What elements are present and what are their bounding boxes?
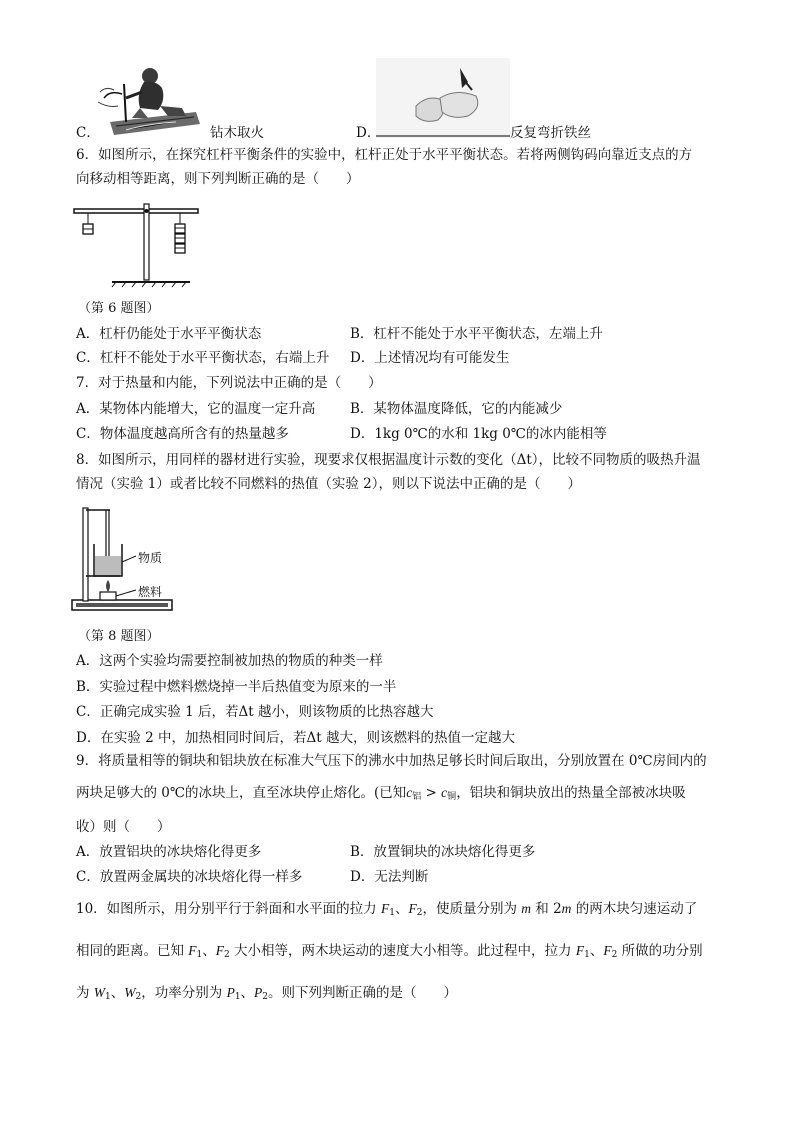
q10-stem-line2: 相同的距离。已知 $F_1$、$F_2$ 大小相等，两木块运动的速度大小相等。此过程中，拉力 $F_1$、$F_2$ 所做的功分别 [76, 943, 703, 960]
q10-stem-line3: 为 $W_1$、$W_2$，功率分别为 $P_1$、$P_2$。则下列判断正确的是（ ） [76, 985, 458, 1002]
q8-option-c: C．正确完成实验 1 后，若Δt 越小，则该物质的比热容越大 [76, 704, 434, 720]
q8-option-b: B．实验过程中燃料燃烧掉一半后热值变为原来的一半 [76, 679, 397, 695]
q8-stem-line1: 8．如图所示，用同样的器材进行实验，现要求仅根据温度计示数的变化（Δt），比较不同物质的吸热升温 [76, 452, 701, 468]
q9-stem-line3: 收）则（ ） [76, 819, 171, 835]
q8-figure-caption: （第 8 题图） [78, 629, 160, 644]
q6-option-b: B．杠杆不能处于水平平衡状态，左端上升 [350, 326, 603, 342]
q7-option-a: A．某物体内能增大，它的温度一定升高 [76, 401, 316, 417]
q6-figure-caption: （第 6 题图） [78, 301, 160, 316]
q8-label-substance: 物质 [138, 551, 163, 565]
q8-label-fuel: 燃料 [138, 585, 163, 599]
q9-option-d: D．无法判断 [350, 869, 429, 885]
q9-option-b: B．放置铜块的冰块熔化得更多 [350, 844, 536, 860]
q7-option-c: C．物体温度越高所含有的热量越多 [76, 426, 289, 442]
q6-option-d: D．上述情况均有可能发生 [350, 350, 510, 366]
q8-option-a: A．这两个实验均需要控制被加热的物质的种类一样 [76, 653, 383, 669]
q9-option-a: A．放置铝块的冰块熔化得更多 [76, 844, 262, 860]
q9-option-c: C．放置两金属块的冰块熔化得一样多 [76, 869, 303, 885]
q5-option-c-text: 钻木取火 [210, 125, 264, 141]
q5-option-d-text: 反复弯折铁丝 [510, 125, 591, 141]
q6-stem-line2: 向移动相等距离，则下列判断正确的是（ ） [76, 171, 360, 187]
log-shape [110, 112, 200, 135]
q5-option-c-label: C． [76, 125, 100, 141]
q7-option-d: D．1kg 0℃的水和 1kg 0℃的冰内能相等 [350, 426, 607, 442]
q10-stem-line1: 10．如图所示，用分别平行于斜面和水平面的拉力 $F_1$、$F_2$，使质量分别为 m 和 2m 的两木块匀速运动了 [76, 901, 698, 918]
q6-option-a: A．杠杆仍能处于水平平衡状态 [76, 326, 262, 342]
heating-apparatus-diagram [70, 500, 180, 618]
q8-stem-line2: 情况（实验 1）或者比较不同燃料的热值（实验 2），则以下说法中正确的是（ ） [76, 476, 582, 492]
drilling-wood-fire-image [96, 62, 208, 142]
bending-wire-image [376, 58, 510, 138]
q6-option-c: C．杠杆不能处于水平平衡状态，右端上升 [76, 350, 330, 366]
q7-option-b: B．某物体温度降低，它的内能减少 [350, 401, 563, 417]
q9-stem-line1: 9．将质量相等的铜块和铝块放在标准大气压下的沸水中加热足够长时间后取出，分别放置在 0℃房间内的 [76, 753, 707, 769]
q8-option-d: D．在实验 2 中，加热相同时间后，若Δt 越大，则该燃料的热值一定越大 [76, 730, 515, 746]
q6-stem-line1: 6．如图所示，在探究杠杆平衡条件的实验中，杠杆正处于水平平衡状态。若将两侧钩码向靠近支点的方 [76, 147, 693, 163]
q9-stem-line2: 两块足够大的 0℃的冰块上，直至冰块停止熔化。(已知$c_铝 > c_铜$，铝块和铜块放出的热量全部被冰块吸 [76, 785, 686, 802]
q7-stem: 7．对于热量和内能，下列说法中正确的是（ ） [76, 375, 382, 391]
q5-option-d-label: D． [356, 125, 381, 141]
lever-balance-diagram [72, 200, 202, 288]
